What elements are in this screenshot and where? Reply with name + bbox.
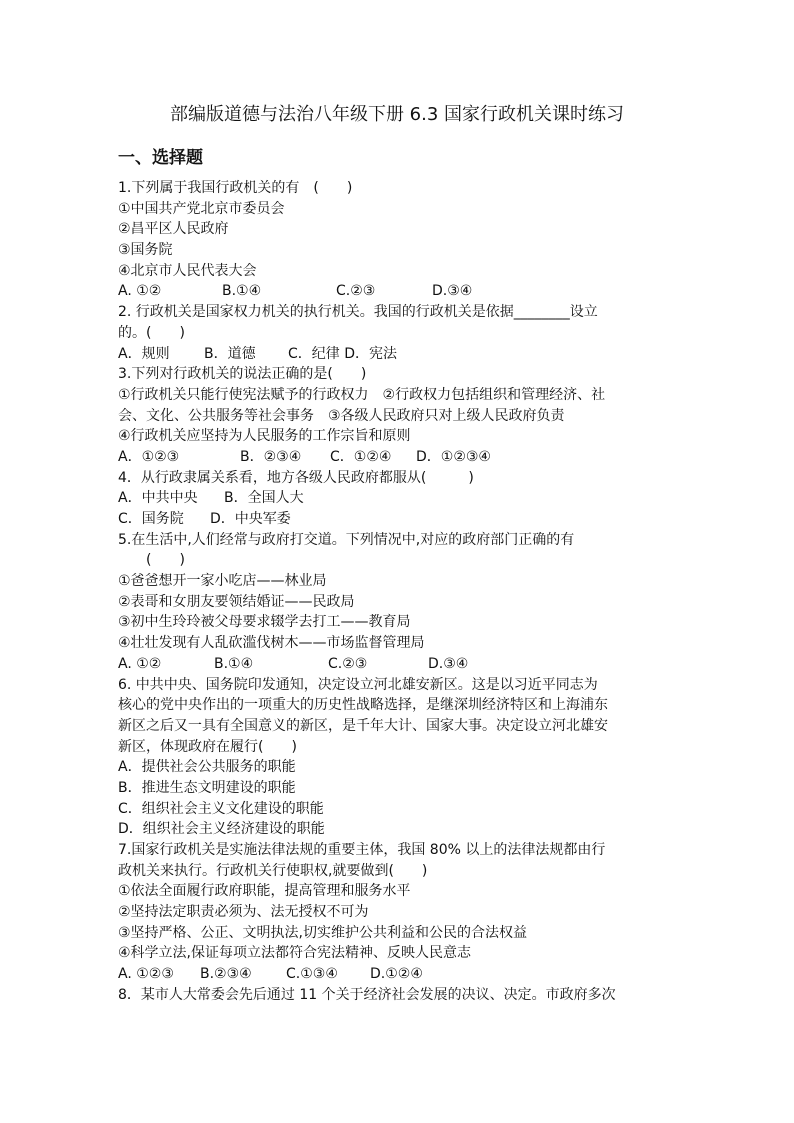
question-3-statement: ④行政机关应坚持为人民服务的工作宗旨和原则 bbox=[118, 428, 411, 445]
question-6-stem: 新区之后又一具有全国意义的新区，是千年大计、国家大事。决定设立河北雄安 bbox=[118, 717, 608, 734]
question-2-options bbox=[118, 344, 676, 365]
question-3-statement: 会、文化、公共服务等社会事务 ③各级人民政府只对上级人民政府负责 bbox=[118, 407, 565, 424]
question-3-stem: 3.下列对行政机关的说法正确的是( ) bbox=[118, 366, 367, 383]
question-5-item: ③初中生玲玲被父母要求辍学去打工——教育局 bbox=[118, 614, 411, 631]
question-2-stem: 的。( ) bbox=[118, 324, 185, 341]
option-c: C.①③④ bbox=[286, 966, 338, 983]
option-c: C.②③ bbox=[328, 655, 368, 672]
question-6-stem: 6. 中共中央、国务院印发通知，决定设立河北雄安新区。这是以习近平同志为 bbox=[118, 676, 598, 693]
question-6-stem: 新区，体现政府在履行( ) bbox=[118, 738, 297, 755]
question-7-item: ①依法全面履行政府职能，提高管理和服务水平 bbox=[118, 883, 411, 900]
question-3-statement: ①行政机关只能行使宪法赋予的行政权力 ②行政权力包括组织和管理经济、社 bbox=[118, 386, 606, 403]
option-d: D.①②④ bbox=[370, 966, 423, 983]
question-5-item: ①爸爸想开一家小吃店——林业局 bbox=[118, 573, 327, 590]
question-5-stem: 5.在生活中,人们经常与政府打交道。下列情况中,对应的政府部门正确的有 bbox=[118, 531, 575, 548]
page-title: 部编版道德与法治八年级下册 6.3 国家行政机关课时练习 bbox=[169, 104, 625, 125]
question-7-item: ②坚持法定职责必须为、法无授权不可为 bbox=[118, 904, 369, 921]
question-5-item: ②表哥和女朋友要领结婚证——民政局 bbox=[118, 593, 355, 610]
option-b: B.①④ bbox=[214, 655, 254, 672]
question-1-item: ①中国共产党北京市委员会 bbox=[118, 200, 285, 217]
question-1-item: ②昌平区人民政府 bbox=[118, 221, 229, 238]
question-list bbox=[118, 178, 676, 1006]
question-1-item: ③国务院 bbox=[118, 242, 173, 259]
question-4-options bbox=[118, 509, 676, 530]
question-7-item: ④科学立法,保证每项立法都符合宪法精神、反映人民意志 bbox=[118, 945, 471, 962]
option-c: C．国务院 bbox=[118, 511, 184, 527]
option-d: D．组织社会主义经济建设的职能 bbox=[118, 821, 325, 838]
question-4-stem: 4．从行政隶属关系看，地方各级人民政府都服从( ) bbox=[118, 469, 474, 486]
option-b: B．②③④ bbox=[240, 448, 302, 465]
option-c: C．组织社会主义文化建设的职能 bbox=[118, 800, 324, 817]
option-a: A．规则 bbox=[118, 345, 170, 362]
question-7-item: ③坚持严格、公正、文明执法,切实维护公共利益和公民的合法权益 bbox=[118, 924, 527, 941]
option-a: A. ①② bbox=[118, 283, 162, 300]
option-a: A．①②③ bbox=[118, 448, 180, 465]
question-1-stem: 1.下列属于我国行政机关的有 ( ) bbox=[118, 180, 353, 196]
option-d: D．中央军委 bbox=[210, 511, 291, 527]
question-5-options bbox=[118, 654, 676, 675]
question-2-stem: 2. 行政机关是国家权力机关的执行机关。我国的行政机关是依据________设立 bbox=[118, 304, 598, 321]
question-7-options bbox=[118, 964, 676, 985]
option-c: C．①②④ bbox=[330, 448, 392, 465]
question-7-stem: 政机关来执行。行政机关行使职权,就要做到( ) bbox=[118, 862, 428, 879]
option-a: A．提供社会公共服务的职能 bbox=[118, 759, 296, 776]
option-d: D．①②③④ bbox=[416, 448, 491, 465]
option-a: A. ①②③ bbox=[118, 966, 174, 983]
section-heading: 一、选择题 bbox=[118, 148, 203, 168]
option-a: A. ①② bbox=[118, 655, 162, 672]
option-b: B.①④ bbox=[222, 283, 262, 300]
option-b: B．推进生态文明建设的职能 bbox=[118, 779, 296, 796]
question-7-stem: 7.国家行政机关是实施法律法规的重要主体，我国 80% 以上的法律法规都由行 bbox=[118, 842, 606, 858]
option-c: C.②③ bbox=[336, 283, 376, 300]
question-5-item: ④壮壮发现有人乱砍滥伐树木——市场监督管理局 bbox=[118, 635, 425, 652]
option-a: A．中共中央 bbox=[118, 490, 198, 507]
option-b: B．道德 bbox=[204, 345, 256, 362]
question-1-options bbox=[118, 281, 676, 302]
question-4-options bbox=[118, 488, 676, 509]
option-d: D.③④ bbox=[428, 655, 469, 672]
question-3-options bbox=[118, 447, 676, 468]
option-d: D.③④ bbox=[432, 283, 473, 300]
option-cd: C．纪律 D．宪法 bbox=[288, 345, 398, 362]
question-6-stem: 核心的党中央作出的一项重大的历史性战略选择，是继深圳经济特区和上海浦东 bbox=[118, 697, 608, 714]
option-b: B.②③④ bbox=[200, 966, 252, 983]
option-b: B．全国人大 bbox=[224, 490, 304, 507]
question-5-stem: ( ) bbox=[146, 552, 185, 569]
question-8-stem: 8．某市人大常委会先后通过 11 个关于经济社会发展的决议、决定。市政府多次 bbox=[118, 986, 616, 1003]
question-1-item: ④北京市人民代表大会 bbox=[118, 262, 257, 279]
